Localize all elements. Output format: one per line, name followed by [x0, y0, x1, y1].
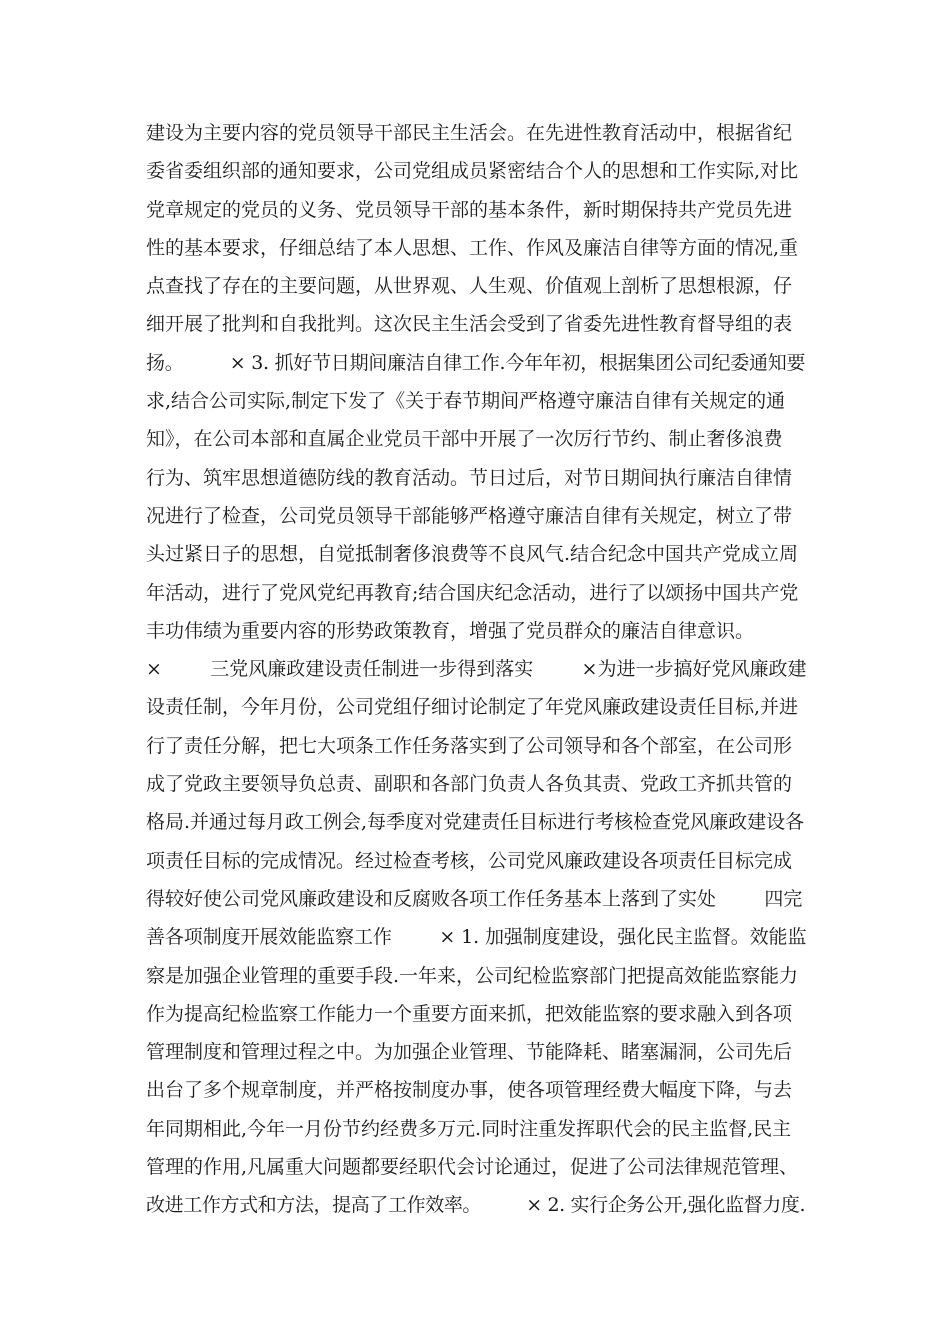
text-line: 况进行了检查，公司党员领导干部能够严格遵守廉洁自律有关规定，树立了带	[146, 504, 793, 527]
text-line: 管理制度和管理过程之中。为加强企业管理、节能降耗、睹塞漏洞，公司先后	[146, 1041, 793, 1064]
text-line: × 三党风廉政建设责任制进一步得到落实 ×为进一步搞好党风廉政建	[146, 658, 807, 681]
text-line: 点查找了存在的主要问题，从世界观、人生观、价值观上剖析了思想根源，仔	[146, 275, 793, 298]
text-line: 头过紧日子的思想，自觉抵制奢侈浪费等不良风气.结合纪念中国共产党成立周	[146, 543, 799, 566]
text-line: 改进工作方式和方法，提高了工作效率。 × 2. 实行企务公开,强化监督力度.	[146, 1194, 806, 1217]
text-line: 格局.并通过每月政工例会,每季度对党建责任目标进行考核检查党风廉政建设各	[146, 811, 805, 834]
text-line: 知》，在公司本部和直属企业党员干部中开展了一次厉行节约、制止奢侈浪费	[146, 428, 783, 451]
text-line: 善各项制度开展效能监察工作 × 1. 加强制度建设，强化民主监督。效能监	[146, 926, 807, 949]
text-line: 得较好使公司党风廉政建设和反腐败各项工作任务基本上落到了实处 四完	[146, 887, 803, 910]
text-line: 建设为主要内容的党员领导干部民主生活会。在先进性教育活动中，根据省纪	[146, 122, 793, 144]
text-line: 作为提高纪检监察工作能力一个重要方面来抓，把效能监察的要求融入到各项	[146, 1002, 793, 1025]
text-line: 出台了多个规章制度，并严格按制度办事，使各项管理经费大幅度下降，与去	[146, 1079, 793, 1102]
text-line: 丰功伟绩为重要内容的形势政策教育，增强了党员群众的廉洁自律意识。	[146, 619, 755, 642]
text-line: 党章规定的党员的义务、党员领导干部的基本条件，新时期保持共产党员先进	[146, 198, 793, 221]
text-line: 扬。 × 3. 抓好节日期间廉洁自律工作.今年年初，根据集团公司纪委通知要	[146, 351, 806, 374]
text-line: 管理的作用,凡属重大问题都要经职代会讨论通过，促进了公司法律规范管理、	[146, 1156, 799, 1179]
text-line: 性的基本要求，仔细总结了本人思想、工作、作风及廉洁自律等方面的情况,重	[146, 236, 799, 259]
body-text	[146, 114, 806, 1225]
text-line: 项责任目标的完成情况。经过检查考核，公司党风廉政建设各项责任目标完成	[146, 849, 793, 872]
text-line: 设责任制，今年月份，公司党组仔细讨论制定了年党风廉政建设责任目标,并进	[146, 696, 799, 719]
text-line: 求,结合公司实际,制定下发了《关于春节期间严格遵守廉洁自律有关规定的通	[146, 390, 786, 413]
text-line: 行为、筑牢思想道德防线的教育活动。节日过后，对节日期间执行廉洁自律情	[146, 466, 793, 489]
text-line: 年同期相此,今年一月份节约经费多万元.同时注重发挥职代会的民主监督,民主	[146, 1117, 792, 1140]
text-line: 察是加强企业管理的重要手段.一年来，公司纪检监察部门把提高效能监察能力	[146, 964, 799, 987]
text-line: 细开展了批判和自我批判。这次民主生活会受到了省委先进性教育督导组的表	[146, 313, 793, 336]
text-line: 行了责任分解，把七大项条工作任务落实到了公司领导和各个部室，在公司形	[146, 734, 793, 757]
text-line: 年活动，进行了党风党纪再教育;结合国庆纪念活动，进行了以颂扬中国共产党	[146, 581, 799, 604]
text-line: 成了党政主要领导负总责、副职和各部门负责人各负其责、党政工齐抓共管的	[146, 773, 793, 796]
text-line: 委省委组织部的通知要求，公司党组成员紧密结合个人的思想和工作实际,对比	[146, 160, 799, 183]
